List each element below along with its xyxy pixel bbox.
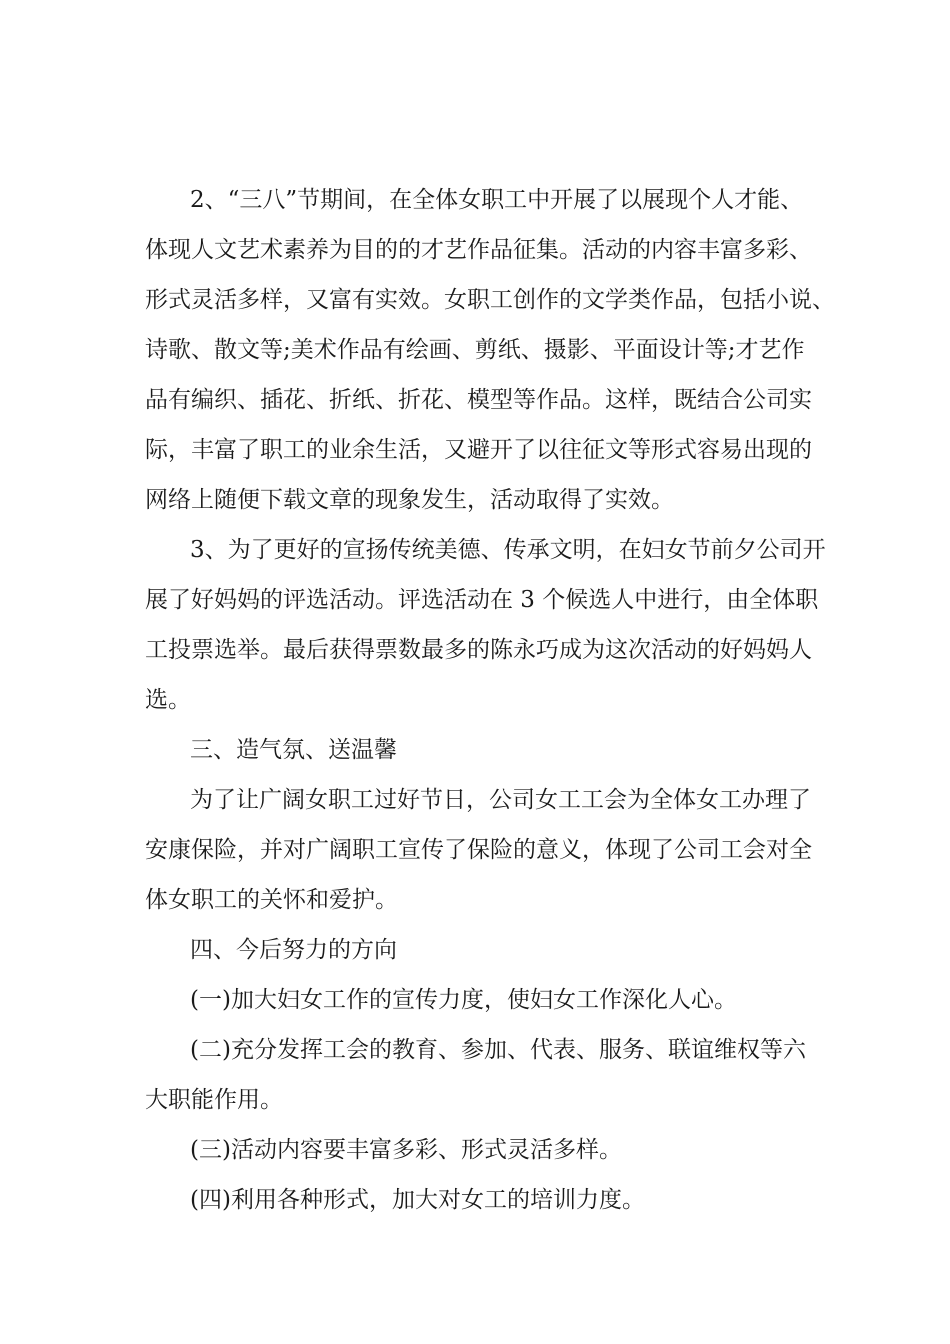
list-item-2-line-1: (二)充分发挥工会的教育、参加、代表、服务、联谊维权等六 <box>190 1037 806 1063</box>
paragraph-2-line-3: 形式灵活多样，又富有实效。女职工创作的文学类作品，包括小说、 <box>145 287 835 313</box>
paragraph-2-line-6: 际，丰富了职工的业余生活，又避开了以往征文等形式容易出现的 <box>145 437 812 463</box>
paragraph-3-line-2: 展了好妈妈的评选活动。评选活动在 3 个候选人中进行，由全体职 <box>145 587 819 613</box>
section-heading-4: 四、今后努力的方向 <box>190 937 397 963</box>
paragraph-3-line-4: 选。 <box>145 687 191 713</box>
paragraph-care-line-2: 安康保险，并对广阔职工宣传了保险的意义，体现了公司工会对全 <box>145 837 812 863</box>
list-item-2-line-2: 大职能作用。 <box>145 1087 283 1113</box>
paragraph-2-line-7: 网络上随便下载文章的现象发生，活动取得了实效。 <box>145 487 674 513</box>
paragraph-2-line-5: 品有编织、插花、折纸、折花、模型等作品。这样，既结合公司实 <box>145 387 812 413</box>
paragraph-care-line-1: 为了让广阔女职工过好节日，公司女工工会为全体女工办理了 <box>190 787 811 813</box>
list-item-3: (三)活动内容要丰富多彩、形式灵活多样。 <box>190 1137 622 1163</box>
paragraph-2-line-4: 诗歌、散文等;美术作品有绘画、剪纸、摄影、平面设计等;才艺作 <box>145 337 805 363</box>
list-item-1: (一)加大妇女工作的宣传力度，使妇女工作深化人心。 <box>190 987 737 1013</box>
list-item-4: (四)利用各种形式，加大对女工的培训力度。 <box>190 1187 645 1213</box>
paragraph-care-line-3: 体女职工的关怀和爱护。 <box>145 887 398 913</box>
section-heading-3: 三、造气氛、送温馨 <box>190 737 397 763</box>
paragraph-3-line-3: 工投票选举。最后获得票数最多的陈永巧成为这次活动的好妈妈人 <box>145 637 812 663</box>
paragraph-2-line-2: 体现人文艺术素养为目的的才艺作品征集。活动的内容丰富多彩、 <box>145 237 812 263</box>
paragraph-2-line-1: 2、“三八”节期间，在全体女职工中开展了以展现个人才能、 <box>190 187 804 213</box>
paragraph-3-line-1: 3、为了更好的宣扬传统美德、传承文明，在妇女节前夕公司开 <box>190 537 826 563</box>
